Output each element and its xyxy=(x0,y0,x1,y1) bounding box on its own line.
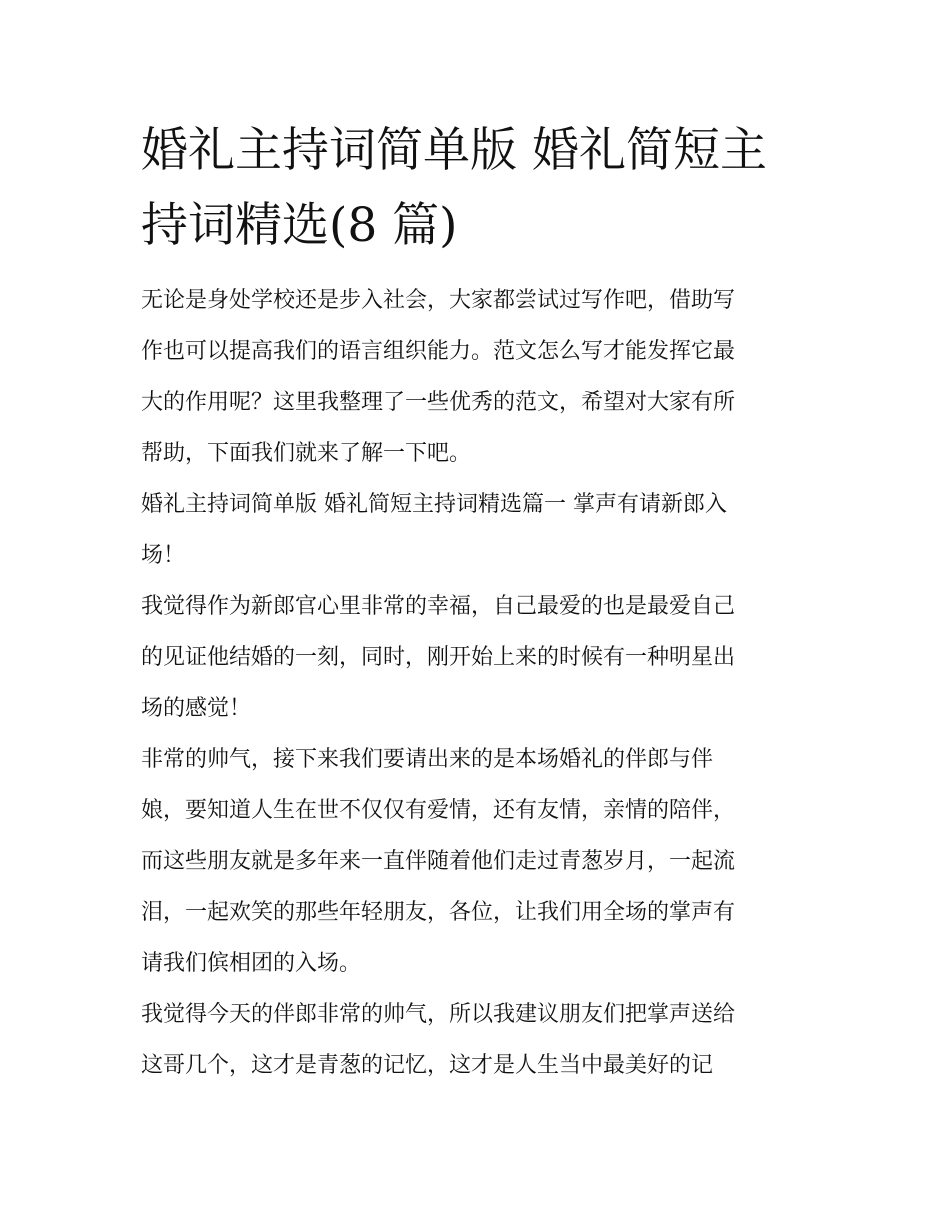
text-line: 我觉得今天的伴郎非常的帅气，所以我建议朋友们把掌声送给 xyxy=(141,1002,736,1027)
page-title xyxy=(141,113,813,263)
text-line: 非常的帅气，接下来我们要请出来的是本场婚礼的伴郎与伴 xyxy=(141,747,714,772)
paragraph xyxy=(141,275,813,479)
text-line: 作也可以提高我们的语言组织能力。范文怎么写才能发挥它最 xyxy=(141,339,736,364)
text-line: 泪，一起欢笑的那些年轻朋友，各位，让我们用全场的掌声有 xyxy=(141,900,736,925)
paragraph xyxy=(141,989,813,1091)
text-line: 这哥几个，这才是青葱的记忆，这才是人生当中最美好的记 xyxy=(141,1053,714,1078)
text-line: 娘，要知道人生在世不仅仅有爱情，还有友情，亲情的陪伴， xyxy=(141,798,736,823)
document-body xyxy=(141,275,813,1091)
text-line: 场的感觉！ xyxy=(141,696,252,721)
text-line: 我觉得作为新郎官心里非常的幸福，自己最爱的也是最爱自己 xyxy=(141,594,736,619)
paragraph xyxy=(141,581,813,734)
text-line: 无论是身处学校还是步入社会，大家都尝试过写作吧，借助写 xyxy=(141,288,736,313)
paragraph xyxy=(141,479,813,581)
text-line: 大的作用呢？这里我整理了一些优秀的范文，希望对大家有所 xyxy=(141,390,736,415)
text-line: 的见证他结婚的一刻，同时，刚开始上来的时候有一种明星出 xyxy=(141,645,736,670)
title-line: 持词精选(8 篇) xyxy=(141,198,458,253)
title-line: 婚礼主持词简单版 婚礼简短主 xyxy=(141,123,767,178)
text-line: 婚礼主持词简单版 婚礼简短主持词精选篇一 掌声有请新郎入 xyxy=(141,492,727,517)
text-line: 场！ xyxy=(141,543,186,568)
document-content xyxy=(141,113,813,1091)
text-line: 而这些朋友就是多年来一直伴随着他们走过青葱岁月，一起流 xyxy=(141,849,736,874)
text-line: 请我们傧相团的入场。 xyxy=(141,951,362,976)
paragraph xyxy=(141,734,813,989)
text-line: 帮助，下面我们就来了解一下吧。 xyxy=(141,441,472,466)
